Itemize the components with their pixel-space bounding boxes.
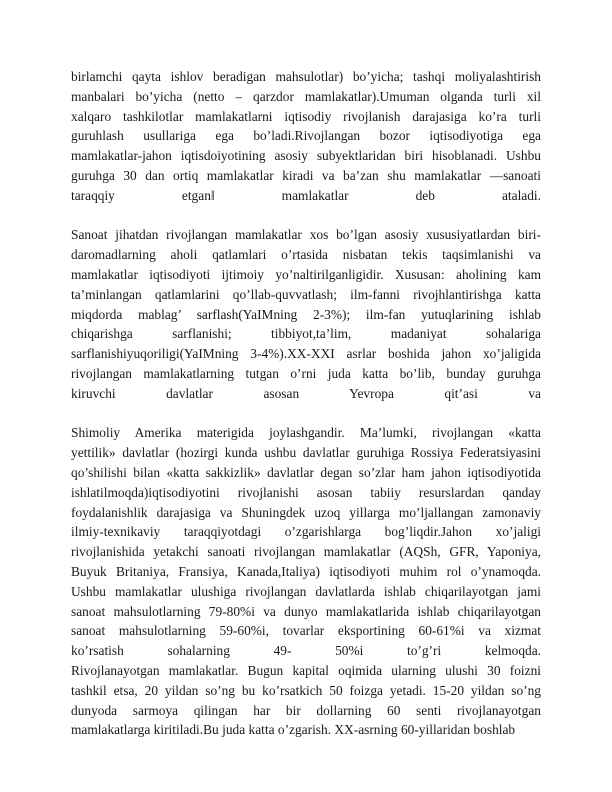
text-line: ko’rsatish sohalarning 49- 50%i to’g’ri kelmoqda. — [71, 643, 541, 659]
text-line: manbalari bo’yicha (netto – qarzdor mamlakatlar).Umuman olganda turli xil — [71, 88, 541, 104]
text-line: mamlakatlar-jahon iqtisdoiyotining asosiy subyektlaridan biri hisoblanadi. Ushbu — [71, 148, 541, 164]
text-line: ta’minlangan qatlamlarini qo’llab-quvvatlash; ilm-fanni rivojhlantirishga katta — [71, 286, 541, 302]
text-line: Buyuk Britaniya, Fransiya, Kanada,Italiya) iqtisodiyoti muhim rol o’ynamoqda. — [71, 563, 541, 579]
text-line: Rivojlanayotgan mamlakatlar. Bugun kapital oqimida ularning ulushi 30 foizni — [71, 662, 541, 678]
text-line: rivojlangan mamlakatlarning tutgan o’rni juda katta bo’lib, bunday guruhga — [71, 365, 541, 381]
text-line: Ushbu mamlakatlar ulushiga rivojlangan davlatlarda ishlab chiqarilayotgan jami — [71, 583, 541, 599]
text-line: xalqaro tashkilotlar mamlakatlarni iqtisodiy rivojlanish darajasiga ko’ra turli — [71, 108, 541, 124]
text-line: chiqarishga sarflanishi; tibbiyot,ta’lim, madaniyat sohalariga — [71, 326, 541, 342]
text-line: foydalanishlik darajasiga va Shuningdek uzoq yillarga mo’ljallangan zamonaviy — [71, 504, 541, 520]
text-line: rivojlanishida yetakchi sanoati rivojlangan mamlakatlar (AQSh, GFR, Yaponiya, — [71, 544, 541, 560]
document-page — [71, 67, 541, 740]
text-line: taraqqiy etgan‖ mamlakatlar deb ataladi. — [71, 187, 541, 203]
text-line: miqdorda mablag’ sarflash(YaIMning 2-3%); ilm-fan yutuqlarining ishlab — [71, 306, 541, 322]
text-line: sanoat mahsulotlarning 79-80%i va dunyo mamlakatlarida ishlab chiqarilayotgan — [71, 603, 541, 619]
paragraph-2 — [71, 225, 541, 403]
paragraph-gap — [71, 206, 541, 226]
text-line: guruhlash usullariga ega bo’ladi.Rivojlangan bozor iqtisodiyotiga ega — [71, 128, 541, 144]
text-line: kiruvchi davlatlar asosan Yevropa qit’asi va — [71, 385, 541, 401]
text-line: mamlakatlar iqtisodiyoti ijtimoiy yo’naltirilganligidir. Xususan: aholining kam — [71, 266, 541, 282]
text-line: ilmiy-texnikaviy taraqqiyotdagi o’zgarishlarga bog’liqdir.Jahon xo’jaligi — [71, 524, 541, 540]
text-line: Sanoat jihatdan rivojlangan mamlakatlar xos bo’lgan asosiy xususiyatlardan biri- — [71, 227, 541, 243]
text-line: ishlatilmoqda)iqtisodiyotini rivojlanishi asosan tabiiy resurslardan qanday — [71, 484, 541, 500]
text-line: Shimoliy Amerika materigida joylashgandir. Ma’lumki, rivojlangan «katta — [71, 425, 541, 441]
text-line: mamlakatlarga kiritiladi.Bu juda katta o’zgarish. XX-asrning 60-yillaridan boshlab — [71, 722, 516, 738]
text-line: guruhga 30 dan ortiq mamlakatlar kiradi va ba’zan shu mamlakatlar ―sanoati — [71, 167, 541, 183]
paragraph-gap — [71, 404, 541, 424]
text-line: tashkil etsa, 20 yildan so’ng bu ko’rsatkich 50 foizga yetadi. 15-20 yildan so’ng — [71, 682, 541, 698]
text-line: qo’shilishi bilan «katta sakkizlik» davlatlar degan so’zlar ham jahon iqtisodiyotida — [71, 464, 541, 480]
text-line: sarflanishiyuqoriligi(YaIMning 3-4%).XX-XXI asrlar boshida jahon xo’jaligida — [71, 346, 541, 362]
paragraph-1 — [71, 67, 541, 206]
text-line: dunyoda sarmoya qilingan har bir dollarning 60 senti rivojlanayotgan — [71, 702, 541, 718]
paragraph-3 — [71, 423, 541, 740]
text-line: sanoat mahsulotlarning 59-60%i, tovarlar eksportining 60-61%i va xizmat — [71, 623, 541, 639]
text-line: yettilik» davlatlar (hozirgi kunda ushbu davlatlar guruhiga Rossiya Federatsiyasini — [71, 445, 541, 461]
text-line: daromadlarning aholi qatlamlari o’rtasida nisbatan tekis taqsimlanishi va — [71, 247, 541, 263]
text-line: birlamchi qayta ishlov beradigan mahsulotlar) bo’yicha; tashqi moliyalashtirish — [71, 69, 541, 84]
